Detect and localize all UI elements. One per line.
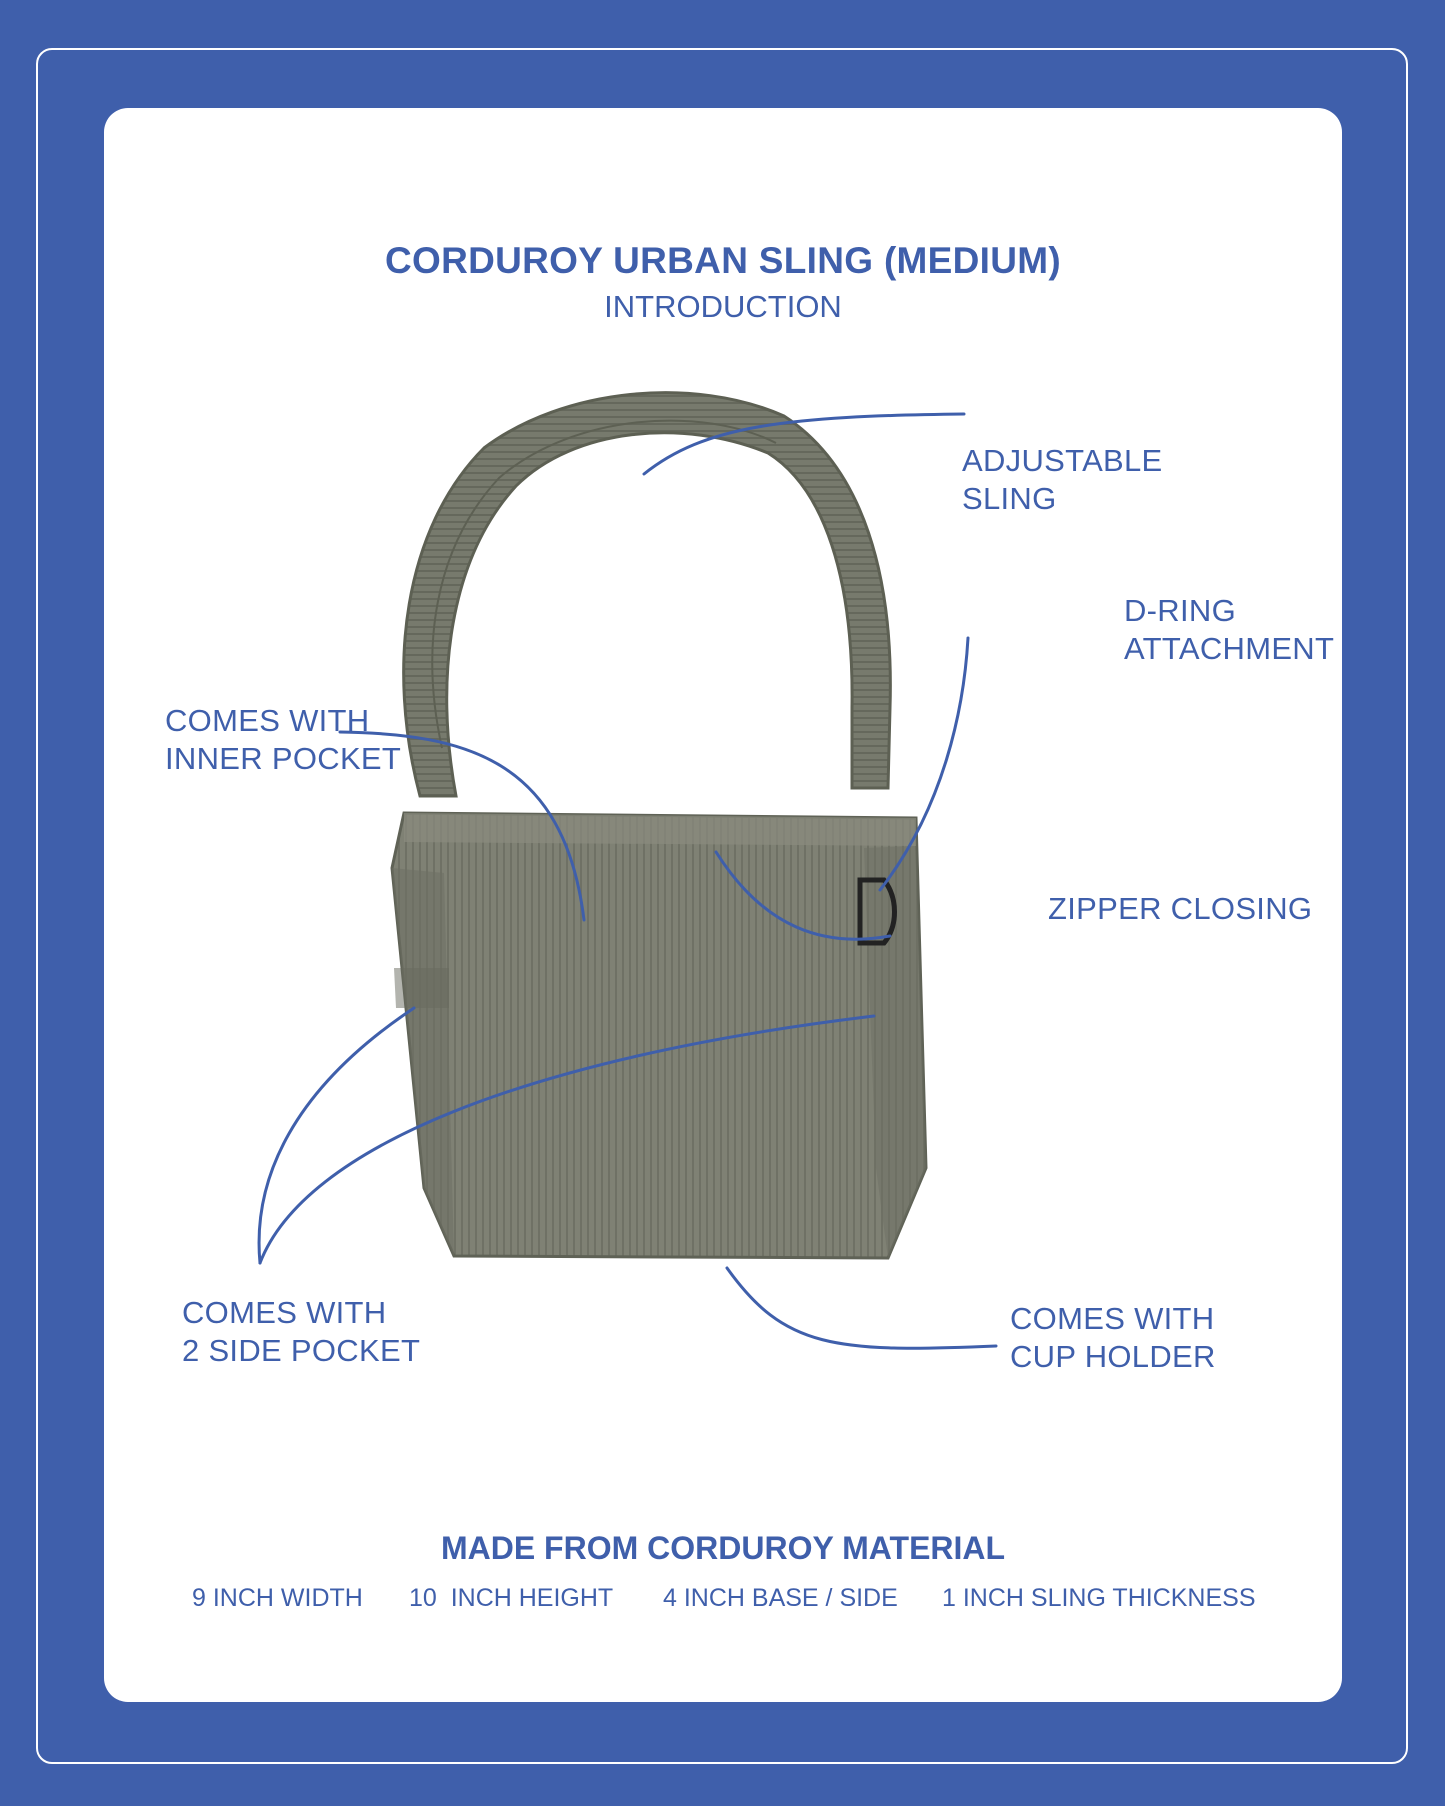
bag-strap xyxy=(404,393,891,796)
callout-side-pocket: COMES WITH 2 SIDE POCKET xyxy=(182,1295,421,1368)
callout-cup-holder: COMES WITH CUP HOLDER xyxy=(1010,1301,1216,1374)
spec-sling-thickness: 1 INCH SLING THICKNESS xyxy=(942,1584,1256,1612)
bag-body xyxy=(392,813,926,1258)
callout-zipper: ZIPPER CLOSING xyxy=(1048,891,1313,926)
callout-d-ring: D-RING ATTACHMENT xyxy=(1124,593,1335,666)
leader-cup-holder xyxy=(727,1268,996,1348)
material-heading: MADE FROM CORDUROY MATERIAL xyxy=(440,1530,1006,1566)
spec-base-side: 4 INCH BASE / SIDE xyxy=(663,1584,898,1612)
callout-inner-pocket: COMES WITH INNER POCKET xyxy=(165,703,402,776)
page-subtitle: INTRODUCTION xyxy=(604,289,842,324)
page-title: CORDUROY URBAN SLING (MEDIUM) xyxy=(384,240,1062,281)
callout-adjustable-sling: ADJUSTABLE SLING xyxy=(962,443,1163,516)
spec-height: 10 INCH HEIGHT xyxy=(409,1584,614,1612)
spec-width: 9 INCH WIDTH xyxy=(192,1584,363,1612)
content-card xyxy=(104,108,1342,1702)
